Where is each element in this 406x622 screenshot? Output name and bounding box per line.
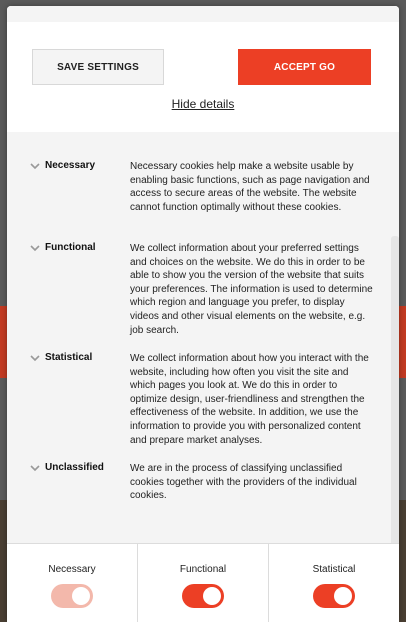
toggle-label: Necessary <box>48 564 96 575</box>
switch-knob <box>334 587 352 605</box>
consent-toggle-bar <box>7 543 399 622</box>
category-description: We are in the process of classifying unclassified cookies together with the providers of the individual cookies. <box>130 463 357 502</box>
necessary-switch <box>51 584 93 608</box>
accept-button[interactable]: ACCEPT GO <box>238 49 371 85</box>
category-statistical-toggle[interactable] <box>29 352 92 363</box>
chevron-down-icon <box>29 161 41 171</box>
category-name: Statistical <box>45 352 93 363</box>
category-necessary-toggle[interactable] <box>29 160 95 171</box>
category-unclassified-toggle[interactable] <box>29 462 104 473</box>
chevron-down-icon <box>29 463 41 473</box>
statistical-switch[interactable] <box>313 584 355 608</box>
category-description: We collect information about how you interact with the website, including how often you visit the site and which pages you look at. We do this in order to optimize design, user-friendliness and strengthen the effectiveness of the website. In addition, we use the information to provide you with personalized content and prepare market analyses. <box>130 353 369 446</box>
toggle-label: Statistical <box>312 564 356 575</box>
details-scrollbar[interactable] <box>391 236 399 546</box>
switch-knob <box>203 587 221 605</box>
category-name: Functional <box>45 242 96 253</box>
functional-switch[interactable] <box>182 584 224 608</box>
category-description: Necessary cookies help make a website usable by enabling basic functions, such as page navigation and access to secure areas of the website. The website cannot function optimally without these cookies. <box>130 161 370 213</box>
category-name: Unclassified <box>45 462 104 473</box>
save-settings-button[interactable]: SAVE SETTINGS <box>32 49 164 85</box>
toggle-necessary-column <box>7 544 138 622</box>
chevron-down-icon <box>29 353 41 363</box>
hide-details-link[interactable]: Hide details <box>171 97 235 111</box>
toggle-statistical-column <box>269 544 399 622</box>
category-name: Necessary <box>45 160 96 171</box>
category-functional-toggle[interactable] <box>29 242 96 253</box>
switch-knob <box>72 587 90 605</box>
dialog-top-strip <box>7 6 399 22</box>
toggle-label: Functional <box>179 564 227 575</box>
category-description: We collect information about your preferred settings and choices on the website. We do this in order to be able to show you the version of the website that suits your preferences. The information is used to determine which region and language you prefer, to display videos and other visual elements on the website, e.g. job search. <box>130 243 373 336</box>
chevron-down-icon <box>29 243 41 253</box>
toggle-functional-column <box>138 544 269 622</box>
cookie-consent-dialog <box>7 6 399 622</box>
